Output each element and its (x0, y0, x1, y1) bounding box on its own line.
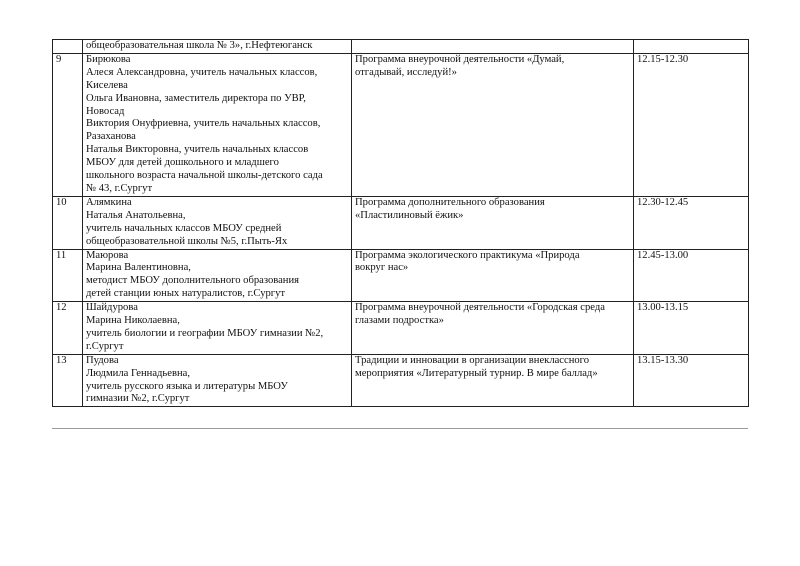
program-line: Программа внеурочной деятельности «Думай, (355, 53, 565, 65)
participant-line: общеобразовательной школы №5, г.Пыть-Ях (86, 235, 288, 247)
participant-line: Новосад (86, 105, 125, 117)
page-divider (52, 428, 748, 429)
row-number: 12 (53, 302, 83, 355)
participant-line: Виктория Онуфриевна, учитель начальных классов, (86, 118, 321, 130)
participant-line: Марина Николаевна, (86, 315, 180, 327)
table-row (53, 40, 749, 54)
program-cell (352, 249, 634, 302)
participant-cell (83, 302, 352, 355)
time-cell: 13.15-13.30 (634, 354, 749, 407)
participant-line: г.Сургут (86, 340, 124, 352)
participant-line: Наталья Викторовна, учитель начальных классов (86, 144, 309, 156)
participant-line: детей станции юных натуралистов, г.Сургут (86, 288, 286, 300)
table-row (53, 302, 749, 355)
row-number: 13 (53, 354, 83, 407)
participant-line: Марина Валентиновна, (86, 262, 191, 274)
program-line: мероприятия «Литературный турнир. В мире баллад» (355, 367, 598, 379)
participant-line: учитель начальных классов МБОУ средней (86, 222, 282, 234)
program-cell (352, 302, 634, 355)
participant-cell (83, 354, 352, 407)
table-row (53, 53, 749, 196)
time-cell: 12.45-13.00 (634, 249, 749, 302)
program-cell (352, 53, 634, 196)
participant-cell (83, 249, 352, 302)
program-cell (352, 354, 634, 407)
program-line: Программа экологического практикума «Природа (355, 249, 580, 261)
row-number (53, 40, 83, 54)
participant-line: общеобразовательная школа № 3», г.Нефтеюганск (86, 40, 313, 51)
time-cell: 13.00-13.15 (634, 302, 749, 355)
table-row (53, 354, 749, 407)
program-cell (352, 40, 634, 54)
table-row (53, 196, 749, 249)
participant-line: школьного возраста начальной школы-детского сада (86, 170, 323, 182)
participant-line: Маюрова (86, 249, 129, 261)
participant-line: № 43, г.Сургут (86, 182, 153, 194)
participant-line: Алямкина (86, 196, 132, 208)
row-number: 10 (53, 196, 83, 249)
participant-line: МБОУ для детей дошкольного и младшего (86, 157, 279, 169)
program-line: Программа дополнительного образования (355, 196, 545, 208)
program-line: Традиции и инновации в организации внеклассного (355, 354, 590, 366)
participant-line: учитель биологии и географии МБОУ гимназии №2, (86, 327, 324, 339)
row-number: 11 (53, 249, 83, 302)
participant-line: учитель русского языка и литературы МБОУ (86, 380, 288, 392)
participant-line: Ольга Ивановна, заместитель директора по УВР, (86, 92, 306, 104)
participant-line: Пудова (86, 354, 119, 366)
time-cell: 12.15-12.30 (634, 53, 749, 196)
participant-line: гимназии №2, г.Сургут (86, 393, 190, 405)
program-line: глазами подростка» (355, 315, 444, 327)
participant-line: Алеся Александровна, учитель начальных классов, (86, 66, 318, 78)
time-cell: 12.30-12.45 (634, 196, 749, 249)
program-line: отгадывай, исследуй!» (355, 66, 457, 78)
time-cell (634, 40, 749, 54)
program-cell (352, 196, 634, 249)
row-number: 9 (53, 53, 83, 196)
program-line: Программа внеурочной деятельности «Городская среда (355, 302, 605, 314)
participant-cell (83, 196, 352, 249)
participant-cell (83, 53, 352, 196)
participant-line: Людмила Геннадьевна, (86, 367, 190, 379)
participant-cell (83, 40, 352, 54)
program-line: вокруг нас» (355, 262, 409, 274)
program-line: «Пластилиновый ёжик» (355, 209, 464, 221)
participant-line: Шайдурова (86, 302, 138, 314)
participant-line: методист МБОУ дополнительного образования (86, 275, 300, 287)
participant-line: Разаханова (86, 131, 136, 143)
participant-line: Киселева (86, 79, 128, 91)
participant-line: Бирюкова (86, 53, 131, 65)
table-row (53, 249, 749, 302)
participant-line: Наталья Анатольевна, (86, 209, 186, 221)
schedule-table (52, 39, 749, 407)
